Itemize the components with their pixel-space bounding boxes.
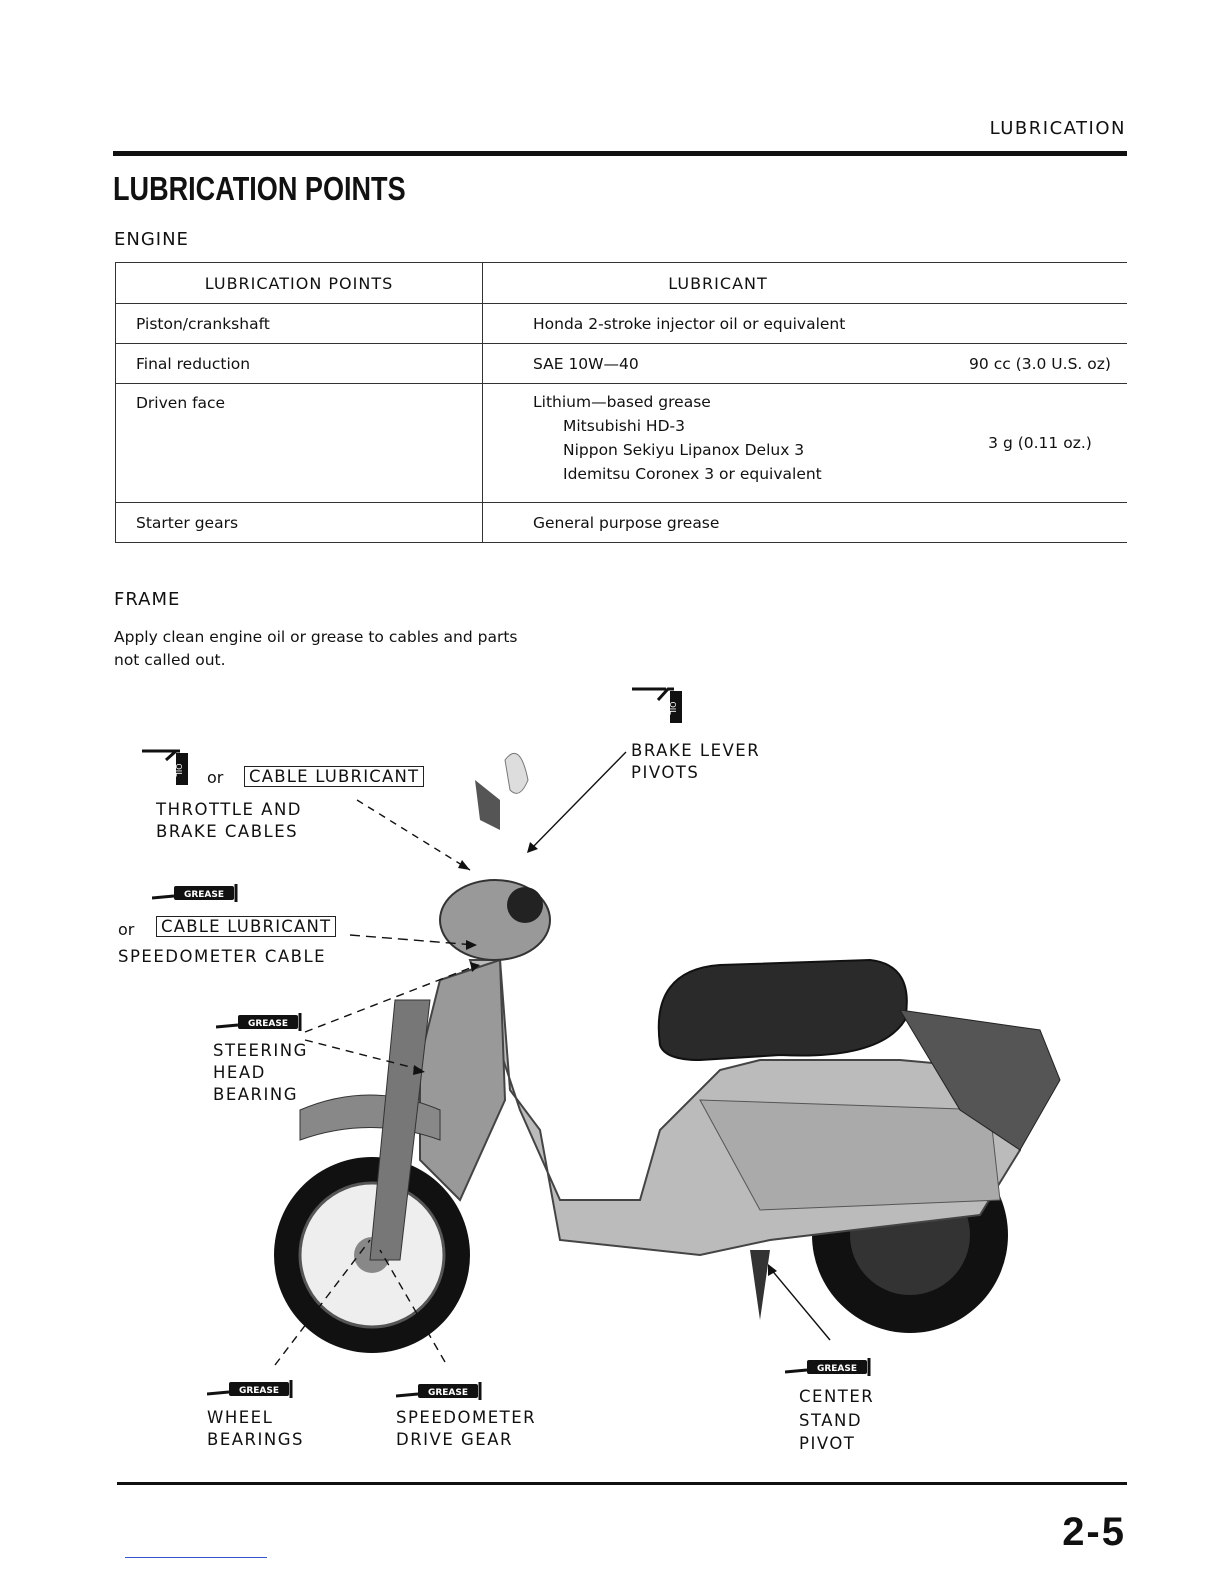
callout-brake-lever [631,740,760,784]
grease-gun-icon [207,1376,299,1404]
callout-line: WHEEL [207,1408,274,1427]
point-cell: Piston/crankshaft [116,304,483,344]
col-header-points: LUBRICATION POINTS [116,263,483,304]
callout-line: PIVOT [799,1434,856,1453]
cable-lubricant-box: CABLE LUBRICANT [156,916,336,937]
grease-gun-icon [152,880,244,908]
page-title: LUBRICATION POINTS [113,170,406,207]
engine-label: ENGINE [114,229,189,250]
lubricant-sub: Mitsubishi HD-3 [563,417,685,435]
callout-line: BRAKE CABLES [156,822,299,841]
lubricant-cell: SAE 10W—40 [483,344,954,384]
grease-gun-icon [785,1354,877,1382]
callout-line: THROTTLE AND [156,800,303,819]
callout-speedometer-drive-gear [396,1407,536,1451]
grease-tag: GREASE [183,890,225,900]
mirror-right [505,753,528,793]
leader-throttle [357,800,470,870]
callout-line: HEAD [213,1063,266,1082]
callout-line: BEARINGS [207,1430,304,1449]
handle-grip [507,887,543,923]
callout-line: STEERING [213,1041,308,1060]
grease-tag: GREASE [238,1386,280,1396]
bottom-rule [117,1482,1127,1485]
lubricant-sub: Idemitsu Coronex 3 or equivalent [563,465,822,483]
lubricant-cell: General purpose grease [483,503,954,543]
point-cell: Driven face [116,384,483,503]
leader-center-stand [770,1268,830,1340]
col-header-lubricant: LUBRICANT [483,263,954,304]
qty-cell: 3 g (0.11 oz.) [953,384,1127,503]
or-label: or [207,768,224,787]
oil-tag: OIL [668,701,677,715]
section-header: LUBRICATION [989,118,1126,139]
callout-line: BRAKE LEVER [631,741,761,760]
qty-cell: 90 cc (3.0 U.S. oz) [953,344,1127,384]
frame-note-line: Apply clean engine oil or grease to cables and parts [114,628,518,646]
point-cell: Starter gears [116,503,483,543]
callout-line: SPEEDOMETER [396,1408,537,1427]
callout-throttle [156,799,302,843]
cable-lubricant-box: CABLE LUBRICANT [244,766,424,787]
callout-line: CENTER [799,1387,875,1406]
callout-steering-head [213,1040,308,1106]
callout-line: PIVOTS [631,763,700,782]
or-label: or [118,920,135,939]
lubricant-cell: Honda 2-stroke injector oil or equivalent [483,304,954,344]
grease-gun-icon [216,1009,308,1037]
link-underline [125,1557,267,1558]
mirror-left [475,780,500,830]
callout-line: BEARING [213,1085,298,1104]
seat [659,960,907,1060]
center-stand [750,1250,770,1320]
callout-speedometer-cable: SPEEDOMETER CABLE [118,947,327,966]
grease-tag: GREASE [247,1019,289,1029]
oil-can-icon [630,686,685,730]
oil-tag: OIL [174,763,183,777]
arrowhead [458,860,470,870]
oil-can-icon [140,748,195,792]
grease-gun-icon [396,1378,488,1406]
page-number: 2-5 [1062,1510,1126,1554]
grease-tag: GREASE [816,1364,858,1374]
callout-line: DRIVE GEAR [396,1430,513,1449]
frame-label: FRAME [114,589,181,610]
grease-tag: GREASE [427,1388,469,1398]
lubricant-sub: Nippon Sekiyu Lipanox Delux 3 [563,441,805,459]
leader-brake-lever [530,752,626,850]
leg-shield [420,960,505,1200]
lubricant-main: Lithium—based grease [533,393,711,411]
point-cell: Final reduction [116,344,483,384]
callout-line: STAND [799,1410,863,1430]
callout-center-stand [799,1385,874,1456]
frame-note-line: not called out. [114,651,226,669]
callout-wheel-bearings [207,1407,304,1451]
